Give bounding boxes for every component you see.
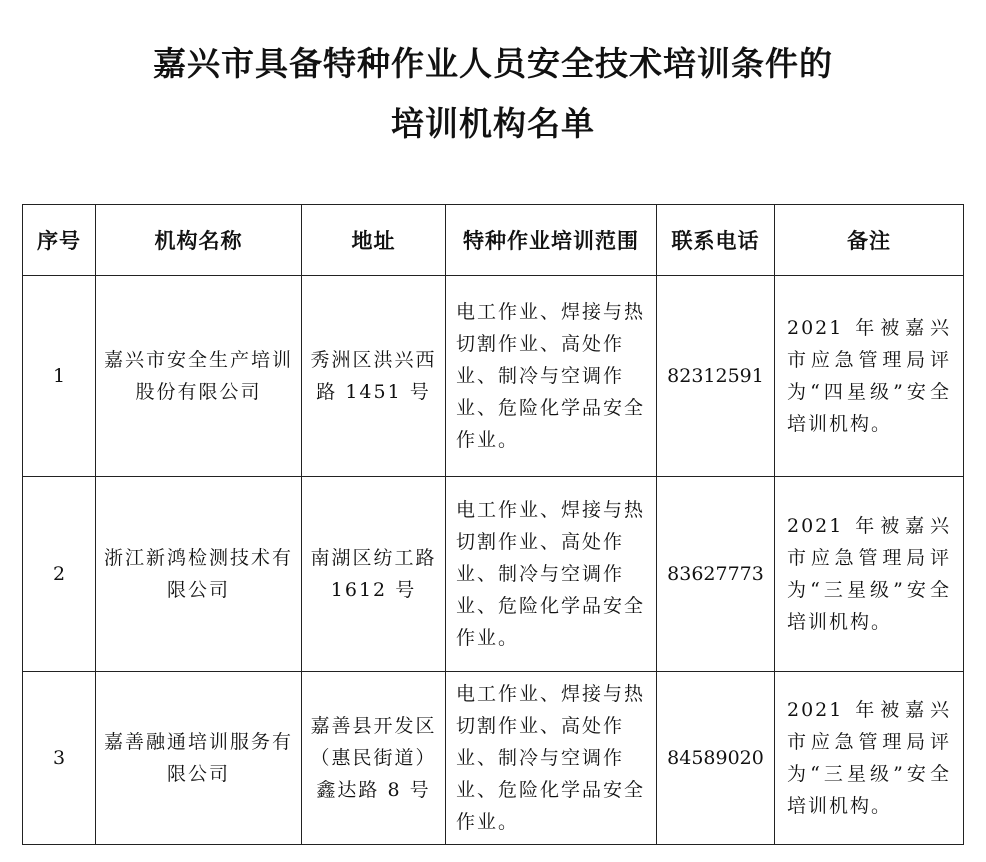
header-address: 地址 (302, 205, 446, 276)
header-serial: 序号 (23, 205, 96, 276)
cell-address: 嘉善县开发区（惠民街道）鑫达路 8 号 (302, 672, 446, 845)
cell-name: 嘉兴市安全生产培训股份有限公司 (96, 276, 302, 477)
table-row (23, 276, 964, 477)
cell-note: 2021 年被嘉兴市应急管理局评为“四星级”安全培训机构。 (775, 276, 964, 477)
cell-note: 2021 年被嘉兴市应急管理局评为“三星级”安全培训机构。 (775, 477, 964, 672)
cell-name: 嘉善融通培训服务有限公司 (96, 672, 302, 845)
table-row (23, 477, 964, 672)
header-note: 备注 (775, 205, 964, 276)
document-subtitle: 培训机构名单 (391, 104, 595, 143)
cell-phone: 84589020 (657, 672, 775, 845)
header-phone: 联系电话 (657, 205, 775, 276)
institution-table (22, 204, 964, 845)
cell-address: 南湖区纺工路 1612 号 (302, 477, 446, 672)
cell-scope: 电工作业、焊接与热切割作业、高处作业、制冷与空调作业、危险化学品安全作业。 (446, 672, 657, 845)
cell-serial: 1 (23, 276, 96, 477)
cell-phone: 83627773 (657, 477, 775, 672)
cell-serial: 3 (23, 672, 96, 845)
document-title: 嘉兴市具备特种作业人员安全技术培训条件的 (153, 44, 833, 83)
cell-address: 秀洲区洪兴西路 1451 号 (302, 276, 446, 477)
table-header-row (23, 205, 964, 276)
cell-note: 2021 年被嘉兴市应急管理局评为“三星级”安全培训机构。 (775, 672, 964, 845)
table-row (23, 672, 964, 845)
cell-scope: 电工作业、焊接与热切割作业、高处作业、制冷与空调作业、危险化学品安全作业。 (446, 276, 657, 477)
cell-phone: 82312591 (657, 276, 775, 477)
header-name: 机构名称 (96, 205, 302, 276)
cell-scope: 电工作业、焊接与热切割作业、高处作业、制冷与空调作业、危险化学品安全作业。 (446, 477, 657, 672)
header-scope: 特种作业培训范围 (446, 205, 657, 276)
cell-serial: 2 (23, 477, 96, 672)
cell-name: 浙江新鸿检测技术有限公司 (96, 477, 302, 672)
